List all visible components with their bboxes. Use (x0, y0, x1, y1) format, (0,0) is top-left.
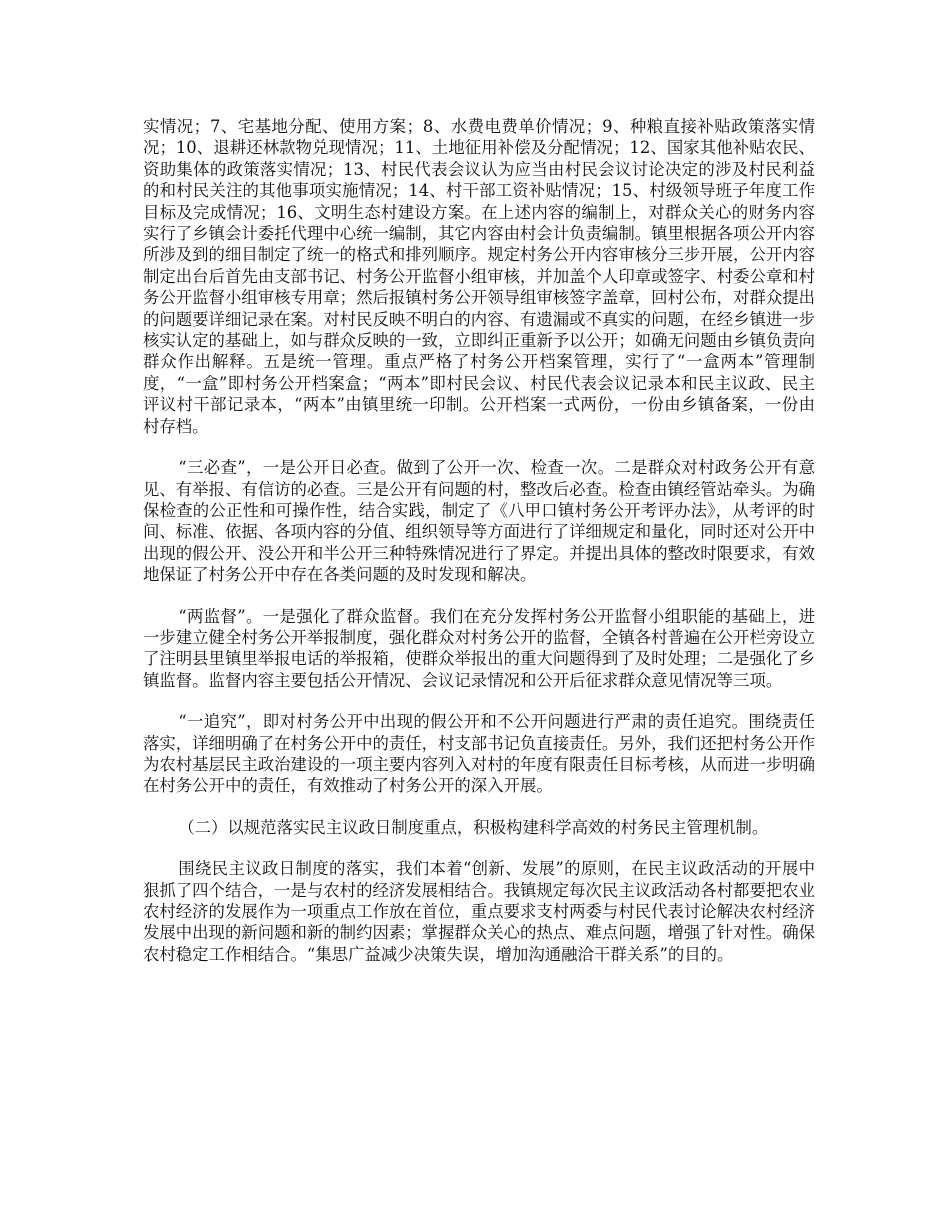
paragraph-two-supervisions: “两监督”。一是强化了群众监督。我们在充分发挥村务公开监督小组职能的基础上，进一步建立健全村务公开举报制度，强化群众对村务公开的监督，全镇各村普遍在公开栏旁设立了注明县里镇里举报电话的举报箱，使群众举报出的重大问题得到了及时处理；二是强化了乡镇监督。监督内容主要包括公开情况、会议记录情况和公开后征求群众意见情况等三项。 (143, 606, 816, 690)
paragraph-three-must-checks: “三必查”，一是公开日必查。做到了公开一次、检查一次。二是群众对村政务公开有意见、有举报、有信访的必查。三是公开有问题的村，整改后必查。检查由镇经管站牵头。为确保检查的公正性和可操作性，结合实践，制定了《八甲口镇村务公开考评办法》，从考评的时间、标准、依据、各项内容的分值、组织领导等方面进行了详细规定和量化，同时还对公开中出现的假公开、没公开和半公开三种特殊情况进行了界定。并提出具体的整改时限要求，有效地保证了村务公开中存在各类问题的及时发现和解决。 (143, 458, 816, 585)
paragraph-one-accountability: “一追究”，即对村务公开中出现的假公开和不公开问题进行严肃的责任追究。围绕责任落实，详细明确了在村务公开中的责任，村支部书记负直接责任。另外，我们还把村务公开作为农村基层民主政治建设的一项主要内容列入对村的年度有限责任目标考核，从而进一步明确在村务公开中的责任，有效推动了村务公开的深入开展。 (143, 712, 816, 796)
paragraph-continued-disclosure-content: 实情况；7、宅基地分配、使用方案；8、水费电费单价情况；9、种粮直接补贴政策落实情况；10、退耕还林款物兑现情况；11、土地征用补偿及分配情况；12、国家其他补贴农民、资助集体的政策落实情况；13、村民代表会议认为应当由村民会议讨论决定的涉及村民利益的和村民关注的其他事项实施情况；14、村干部工资补贴情况；15、村级领导班子年度工作目标及完成情况；16、文明生态村建设方案。在上述内容的编制上，对群众关心的财务内容实行了乡镇会计委托代理中心统一编制，其它内容由村会计负责编制。镇里根据各项公开内容所涉及到的细目制定了统一的格式和排列顺序。规定村务公开内容审核分三步开展，公开内容制定出台后首先由支部书记、村务公开监督小组审核，并加盖个人印章或签字、村委公章和村务公开监督小组审核专用章；然后报镇村务公开领导组审核签字盖章，回村公布，对群众提出的问题要详细记录在案。对村民反映不明白的内容、有遗漏或不真实的问题，在经乡镇进一步核实认定的基础上，如与群众反映的一致，立即纠正重新予以公开；如确无问题由乡镇负责向群众作出解释。五是统一管理。重点严格了村务公开档案管理，实行了“一盒两本”管理制度，“一盒”即村务公开档案盒；“两本”即村民会议、村民代表会议记录本和民主议政、民主评议村干部记录本，“两本”由镇里统一印制。公开档案一式两份，一份由乡镇备案，一份由村存档。 (143, 117, 816, 436)
document-body (143, 116, 815, 965)
paragraph-democratic-deliberation-day: 围绕民主议政日制度的落实，我们本着“创新、发展”的原则，在民主议政活动的开展中狠抓了四个结合，一是与农村的经济发展相结合。我镇规定每次民主议政活动各村都要把农业农村经济的发展作为一项重点工作放在首位，重点要求支村两委与村民代表讨论解决农村经济发展中出现的新问题和新的制约因素；掌握群众关心的热点、难点问题，增强了针对性。确保农村稳定工作相结合。“集思广益减少决策失误，增加沟通融洽干群关系”的目的。 (143, 859, 816, 964)
section-heading-democratic-deliberation: （二）以规范落实民主议政日制度重点，积极构建科学高效的村务民主管理机制。 (178, 817, 769, 837)
